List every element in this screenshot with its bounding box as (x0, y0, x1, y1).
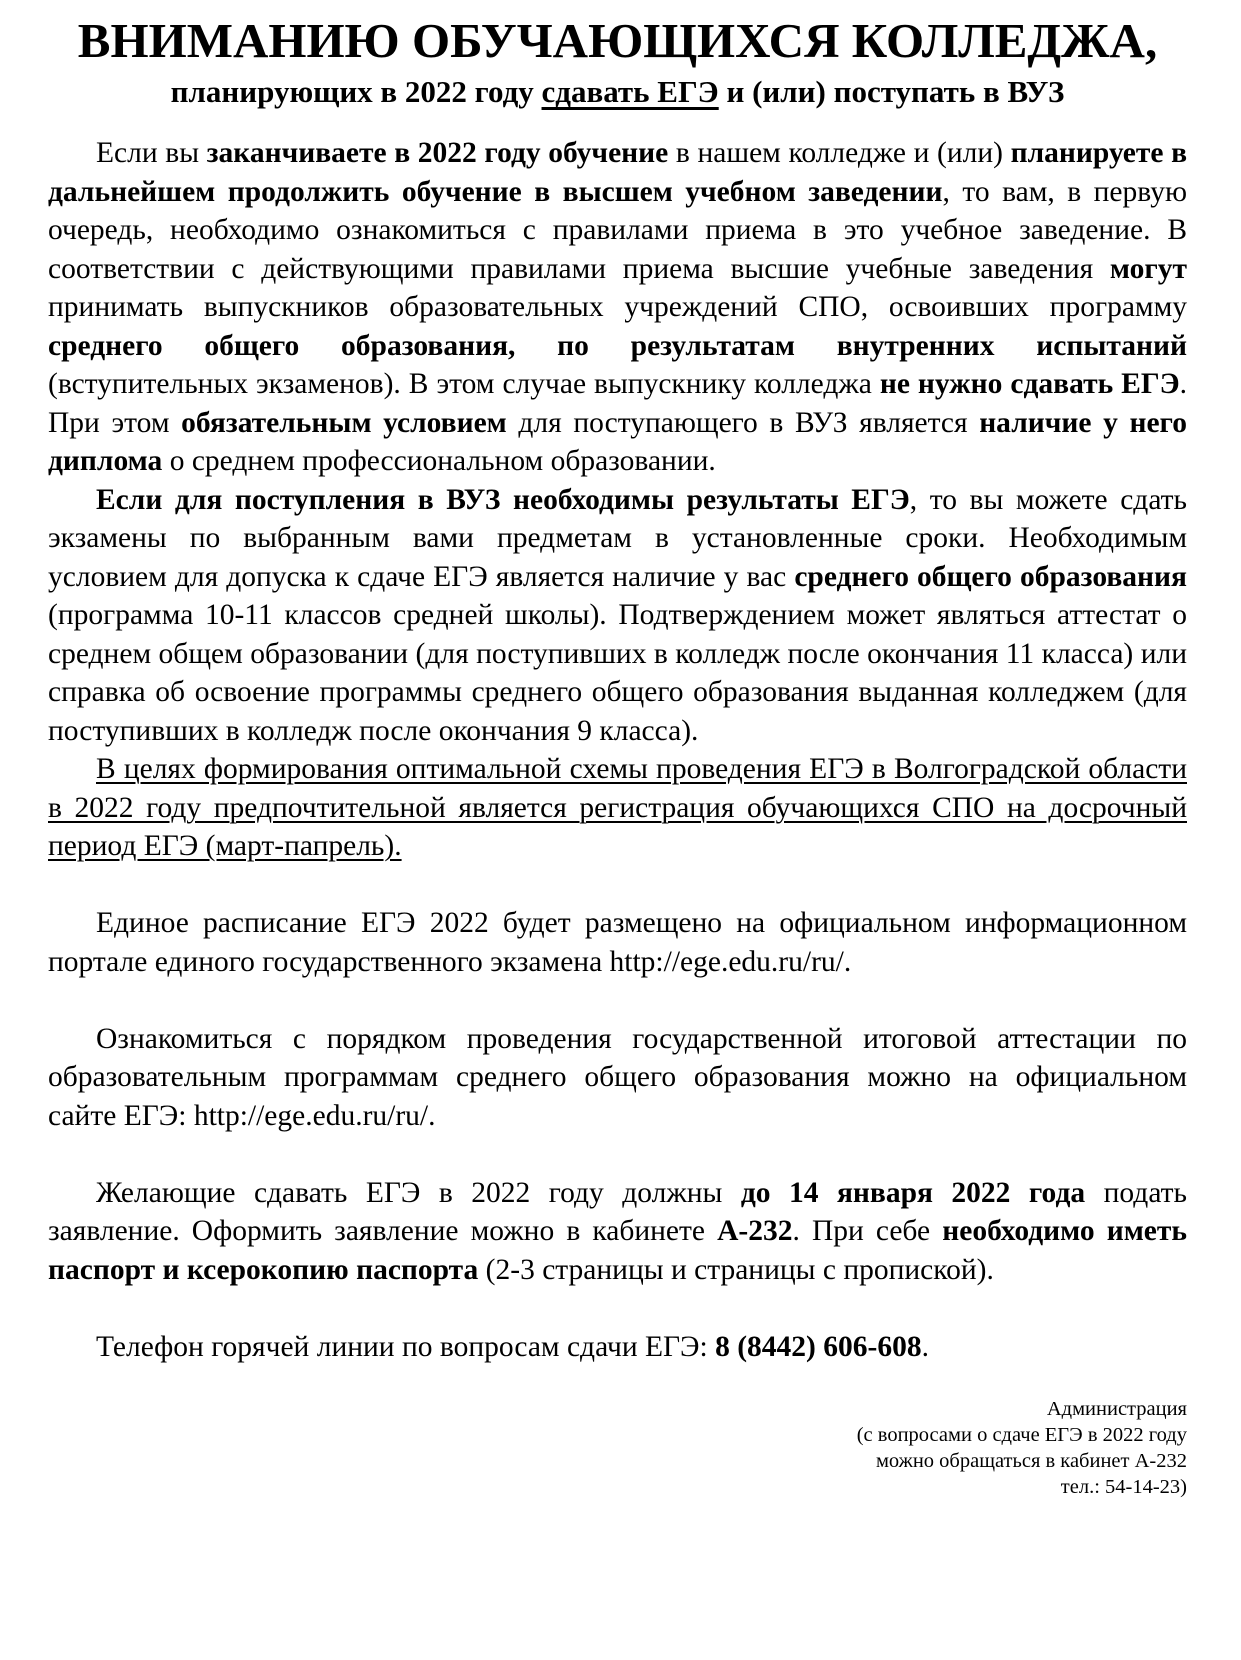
text-run: обязательным условием (181, 406, 507, 439)
text-run: Телефон горячей линии по вопросам сдачи ЕГЭ: (96, 1330, 716, 1363)
text-run: А-232 (717, 1215, 793, 1247)
text-run: , то вам, в первую очередь, необходимо ознакомиться с правилами приема в это учебное заведение. В соответствии с действующими правилами приема высшие учебные заведения (48, 175, 1187, 285)
text-run: среднего общего образования, по результатам внутренних испытаний (48, 329, 1187, 362)
text-run: сдавать ЕГЭ (541, 74, 719, 109)
text-run: в нашем колледже и (или) (668, 137, 1011, 169)
page-title: ВНИМАНИЮ ОБУЧАЮЩИХСЯ КОЛЛЕДЖА, (77, 13, 1158, 68)
text-run: Ознакомиться с порядком проведения государственной итоговой аттестации по образовательным программам среднего общего образования можно на официальном сайте ЕГЭ: http://ege.edu.ru/ru/. (48, 1022, 1187, 1132)
para-hotline (48, 1328, 1187, 1367)
text-run: . При себе (792, 1215, 943, 1247)
text-run: и (или) поступать в ВУЗ (718, 74, 1065, 109)
text-run: (вступительных экзаменов). В этом случае выпускнику колледжа (48, 368, 880, 400)
signature-block (48, 1396, 1187, 1500)
text-run: о среднем профессиональном образовании. (162, 445, 716, 477)
text-run: необходимо иметь паспорт и ксерокопию паспорта (48, 1215, 1187, 1286)
text-run: наличие у него диплома (48, 406, 1187, 477)
document-body (48, 134, 1187, 1366)
text-run: 8 (8442) 606-608 (715, 1330, 922, 1363)
text-run: . При этом (48, 368, 1187, 439)
text-run: для поступающего в ВУЗ является (506, 406, 980, 439)
text-run: заканчиваете в 2022 году обучение (206, 137, 669, 169)
text-run: принимать выпускников образовательных учреждений СПО, освоивших программу (48, 291, 1187, 323)
text-run: Если для поступления в ВУЗ необходимы результаты ЕГЭ (96, 483, 910, 516)
text-run: , то вы можете сдать экзамены по выбранным вами предметам в установленные сроки. Необходимым условием для допуска к сдаче ЕГЭ является наличие у вас (48, 483, 1187, 593)
text-run: (программа 10-11 классов средней школы). Подтверждением может являться аттестат о среднем общем образовании (для поступивших в колледж после окончания 11 класса) или справка об освоение программы среднего общего образования выданная колледжем (для поступивших в колледж после окончания 9 класса). (48, 599, 1187, 747)
text-run: (2-3 страницы и страницы с пропиской). (478, 1253, 994, 1286)
signature-line: (с вопросами о сдаче ЕГЭ в 2022 году (856, 1424, 1187, 1446)
para-procedure-info (48, 1020, 1187, 1136)
para-schedule-info (48, 904, 1187, 981)
text-run: планирующих в 2022 году (170, 74, 542, 109)
text-run: планируете в дальнейшем продолжить обучение в высшем учебном заведении (48, 137, 1187, 208)
para-ege-results (48, 481, 1187, 751)
para-application-deadline (48, 1174, 1187, 1290)
text-run: Желающие сдавать ЕГЭ в 2022 году должны (96, 1176, 741, 1209)
signature-line: можно обращаться в кабинет А-232 (875, 1450, 1187, 1472)
text-run: не нужно сдавать ЕГЭ (879, 368, 1180, 400)
document-header (48, 12, 1187, 114)
text-run: . (921, 1330, 929, 1363)
signature-line: Администрация (1046, 1398, 1187, 1420)
text-run: могут (1109, 252, 1187, 285)
signature-line: тел.: 54-14-23) (1060, 1476, 1187, 1498)
page-subtitle (48, 70, 1187, 114)
para-admission-rules (48, 134, 1187, 481)
text-run: Если вы (96, 137, 207, 169)
text-run: В целях формирования оптимальной схемы проведения ЕГЭ в Волгоградской области в 2022 году предпочтительной является регистрация обучающихся СПО на досрочный период ЕГЭ (март-папрель). (48, 753, 1187, 862)
text-run: подать заявление. Оформить заявление можно в кабинете (48, 1176, 1187, 1247)
para-early-registration (48, 750, 1187, 866)
text-run: среднего общего образования (794, 560, 1187, 593)
text-run: до 14 января 2022 года (740, 1176, 1086, 1209)
text-run: Единое расписание ЕГЭ 2022 будет размещено на официальном информационном портале единого государственного экзамена http://ege.edu.ru/ru/. (48, 907, 1187, 978)
